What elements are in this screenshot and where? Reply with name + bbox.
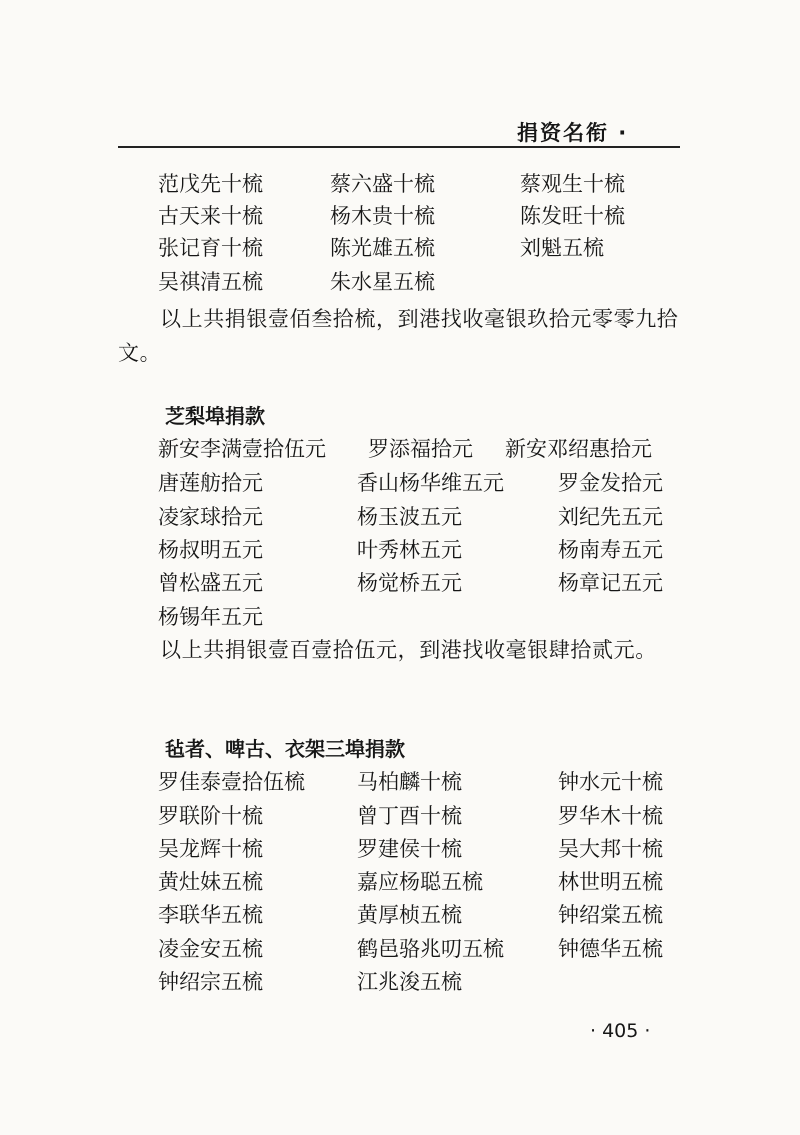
- page-number: · 405 ·: [590, 1020, 651, 1042]
- donor-entry: 吴祺清五梳: [158, 270, 263, 294]
- header-rule: [118, 146, 680, 148]
- donor-entry: 罗华木十梳: [558, 804, 663, 828]
- donor-entry: 江兆浚五梳: [357, 970, 462, 994]
- list-row: [0, 898, 800, 932]
- donor-entry: 古天来十梳: [158, 204, 263, 228]
- donor-entry: 李联华五梳: [158, 903, 263, 927]
- section2-summary: 以上共捐银壹百壹拾伍元，到港找收毫银肆拾贰元。: [160, 638, 657, 662]
- donor-entry: 罗金发拾元: [558, 471, 663, 495]
- donor-entry: 凌金安五梳: [158, 937, 263, 961]
- donor-entry: 刘纪先五元: [558, 505, 663, 529]
- list-row: [0, 231, 800, 265]
- list-row: [0, 265, 800, 299]
- list-row: [0, 500, 800, 534]
- list-row: [0, 600, 800, 634]
- donor-entry: 曾松盛五元: [158, 571, 263, 595]
- donor-entry: 杨章记五元: [558, 571, 663, 595]
- donor-entry: 杨觉桥五元: [357, 571, 462, 595]
- donor-entry: 嘉应杨聪五梳: [357, 870, 483, 894]
- donor-entry: 罗添福拾元: [368, 437, 473, 461]
- list-row: [0, 566, 800, 600]
- donor-entry: 罗佳泰壹拾伍梳: [158, 770, 305, 794]
- list-row: [0, 167, 800, 201]
- donor-entry: 叶秀林五元: [357, 538, 462, 562]
- donor-entry: 吴龙辉十梳: [158, 837, 263, 861]
- donor-entry: 钟水元十梳: [558, 770, 663, 794]
- section3-title: 毡者、啤古、衣架三埠捐款: [165, 737, 405, 761]
- donor-entry: 杨锡年五元: [158, 605, 263, 629]
- donor-entry: 范戊先十梳: [158, 172, 263, 196]
- donor-entry: 鹤邑骆兆叨五梳: [357, 937, 504, 961]
- donor-entry: 刘魁五梳: [520, 236, 604, 260]
- donor-entry: 曾丁酉十梳: [357, 804, 462, 828]
- donor-entry: 杨叔明五元: [158, 538, 263, 562]
- donor-entry: 新安邓绍惠拾元: [505, 437, 652, 461]
- list-row: [0, 533, 800, 567]
- donor-entry: 张记育十梳: [158, 236, 263, 260]
- donor-entry: 凌家球拾元: [158, 505, 263, 529]
- list-row: [0, 466, 800, 500]
- donor-entry: 朱水星五梳: [330, 270, 435, 294]
- donor-entry: 唐莲舫拾元: [158, 471, 263, 495]
- list-row: [0, 965, 800, 999]
- list-row: [0, 799, 800, 833]
- donor-entry: 黄厚桢五梳: [357, 903, 462, 927]
- list-row: [0, 832, 800, 866]
- list-row: [0, 432, 800, 466]
- list-row: [0, 932, 800, 966]
- donor-entry: 陈光雄五梳: [330, 236, 435, 260]
- list-row: [0, 865, 800, 899]
- donor-entry: 蔡六盛十梳: [330, 172, 435, 196]
- donor-entry: 钟绍棠五梳: [558, 903, 663, 927]
- donor-entry: 杨玉波五元: [357, 505, 462, 529]
- section2-title: 芝梨埠捐款: [165, 404, 265, 428]
- donor-entry: 吴大邦十梳: [558, 837, 663, 861]
- donor-entry: 林世明五梳: [558, 870, 663, 894]
- donor-entry: 马柏麟十梳: [357, 770, 462, 794]
- donor-entry: 新安李满壹拾伍元: [158, 437, 326, 461]
- donor-entry: 杨南寿五元: [558, 538, 663, 562]
- donor-entry: 蔡观生十梳: [520, 172, 625, 196]
- donor-entry: 罗建侯十梳: [357, 837, 462, 861]
- donor-entry: 香山杨华维五元: [357, 471, 504, 495]
- donor-entry: 钟德华五梳: [558, 937, 663, 961]
- section1-summary: 以上共捐银壹佰叁拾梳，到港找收毫银玖拾元零零九拾文。: [118, 307, 679, 365]
- list-row: [0, 199, 800, 233]
- list-row: [0, 765, 800, 799]
- donor-entry: 黄灶妹五梳: [158, 870, 263, 894]
- donor-entry: 罗联阶十梳: [158, 804, 263, 828]
- donor-entry: 杨木贵十梳: [330, 204, 435, 228]
- donor-entry: 陈发旺十梳: [520, 204, 625, 228]
- donor-entry: 钟绍宗五梳: [158, 970, 263, 994]
- header-title: 捐资名衔 ·: [517, 121, 629, 145]
